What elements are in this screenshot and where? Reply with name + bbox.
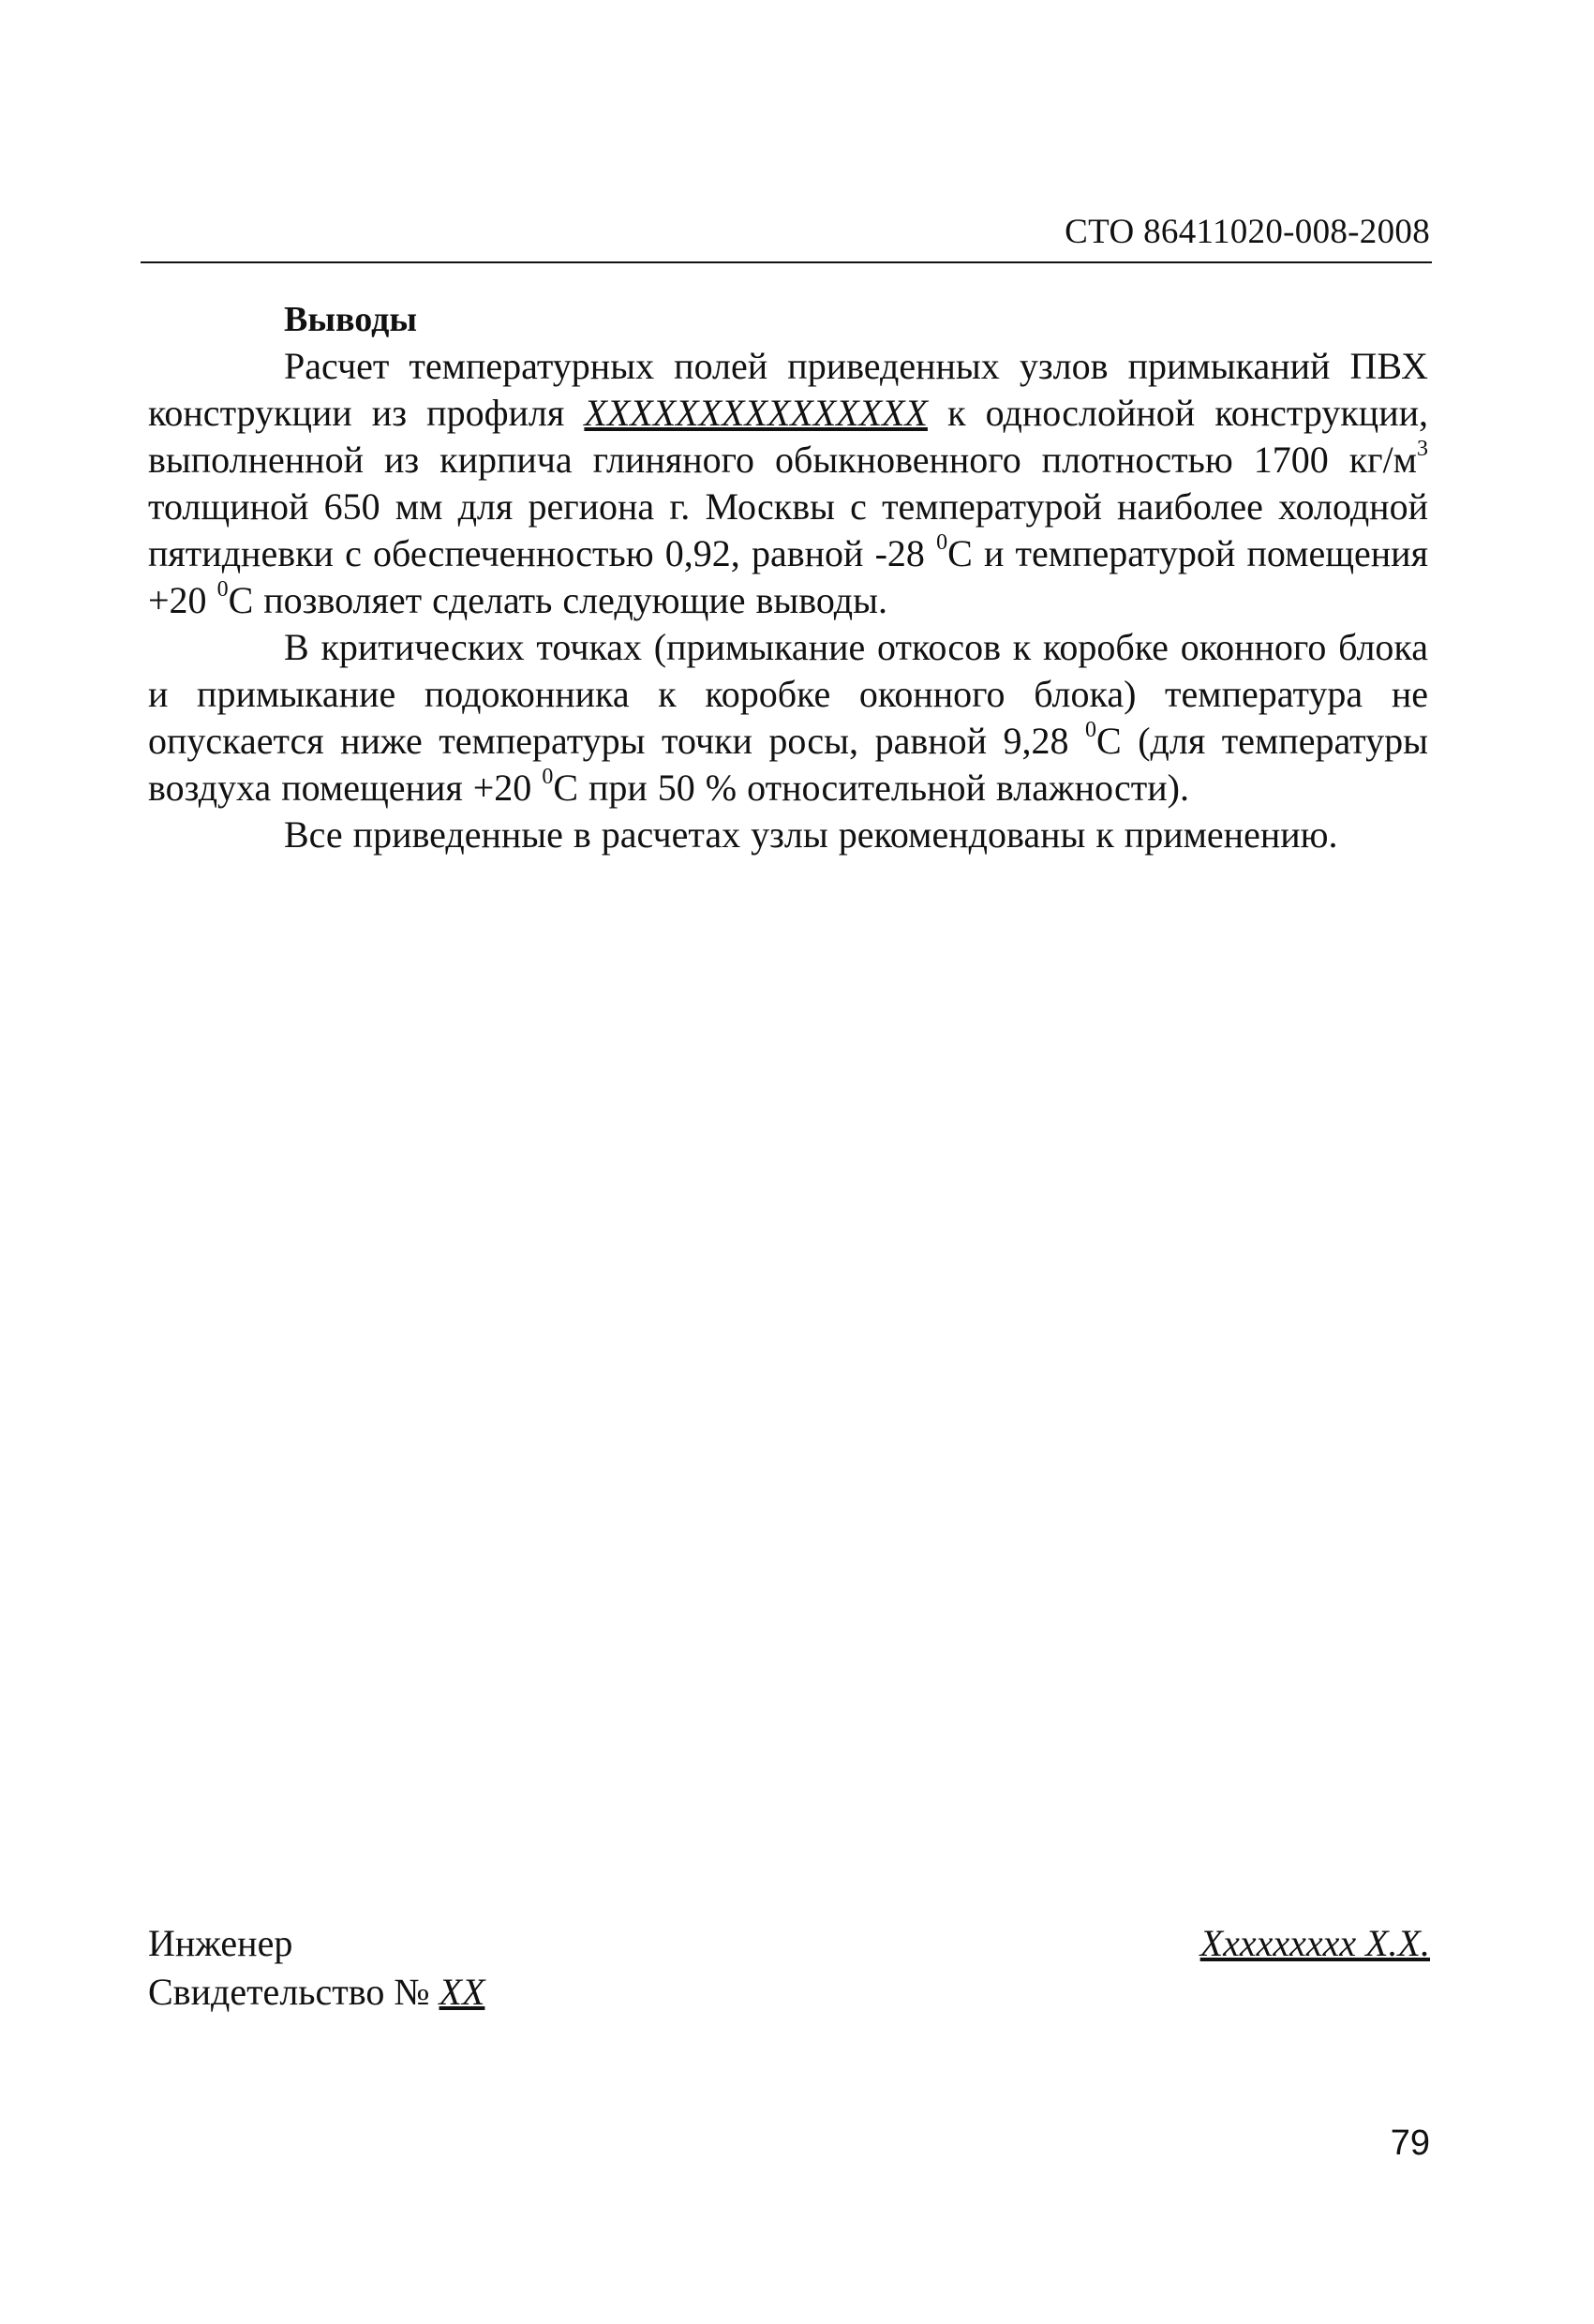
p1-text-c: толщиной 650 мм для региона г. Москвы с температурой наиболее холодной пятидневки с обеспеченностью 0,92, равной -28 (148, 485, 1428, 574)
p1-text-a: Расчет температурных полей приведенных узлов примыканий ПВХ конструкции из профиля (148, 345, 1428, 434)
p1-text-e: С позволяет сделать следующие выводы. (228, 579, 887, 621)
profile-name: XXXXXXXXXXXXXXX (584, 392, 928, 434)
conclusions-section (148, 296, 1428, 858)
p1-sup-1: 3 (1417, 436, 1428, 461)
page-number: 79 (1390, 2123, 1430, 2163)
certificate-number: XX (439, 1971, 485, 2013)
document-code: СТО 86411020-008-2008 (1065, 213, 1430, 251)
paragraph-3: Все приведенные в расчетах узлы рекомендованы к применению. (284, 813, 1338, 856)
certificate-label: Свидетельство № (148, 1971, 439, 2013)
p1-sup-3: 0 (216, 576, 229, 602)
header-divider (141, 261, 1432, 263)
certificate-line (148, 1968, 484, 2017)
p1-sup-2: 0 (936, 529, 948, 555)
p2-sup-1: 0 (1085, 717, 1097, 742)
p2-text-b: С (для температуры воздуха помещения +20 (148, 720, 1429, 809)
signer-name: Xxxxxxxxx X.X. (1199, 1922, 1430, 1964)
signer-role: Инженер (148, 1922, 293, 1964)
p2-text-c: С при 50 % относительной влажности). (553, 767, 1189, 809)
p1-text-b: к однослойной конструкции, выполненной из кирпича глиняного обыкновенного плотностью 1700 кг/м (148, 392, 1428, 481)
p2-sup-2: 0 (542, 764, 554, 789)
paragraph-2 (148, 624, 1428, 812)
signature-block (148, 1919, 484, 2017)
paragraph-1 (148, 343, 1428, 624)
section-title: Выводы (284, 300, 418, 339)
p1-text-d: С и температурой помещения +20 (148, 532, 1428, 621)
p2-text-a: В критических точках (примыкание откосов к коробке оконного блока и примыкание подоконника к коробке оконного блока) температура не опускается ниже температуры точки росы, равной 9,28 (148, 626, 1428, 762)
